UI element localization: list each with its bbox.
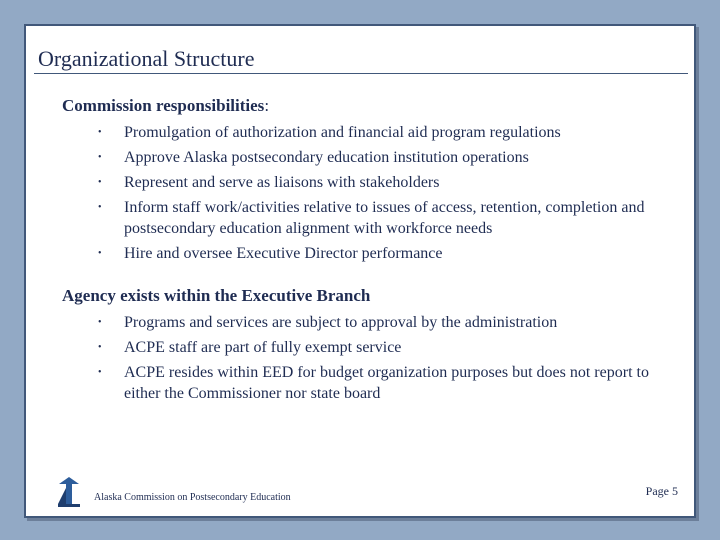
list-item <box>98 147 668 168</box>
list-item <box>98 362 668 404</box>
list-item <box>98 172 668 193</box>
footer-org-name: Alaska Commission on Postsecondary Education <box>94 492 291 503</box>
bullet-icon: • <box>98 317 102 328</box>
list-item-text: Inform staff work/activities relative to issues of access, retention, completion and postsecondary education alignment with workforce needs <box>124 199 645 237</box>
bullet-icon: • <box>98 202 102 213</box>
page-title: Organizational Structure <box>38 46 255 71</box>
bullet-icon: • <box>98 342 102 353</box>
bullet-icon: • <box>98 127 102 138</box>
list-item-text: Approve Alaska postsecondary education institution operations <box>124 149 529 166</box>
list-item-text: Represent and serve as liaisons with stakeholders <box>124 174 440 191</box>
section-heading-agency: Agency exists within the Executive Branch <box>62 286 371 305</box>
bullet-icon: • <box>98 177 102 188</box>
section-heading-text: Commission responsibilities <box>62 96 265 115</box>
page-number-value: 5 <box>672 484 678 498</box>
list-item <box>98 197 668 239</box>
page-label: Page <box>645 484 669 498</box>
list-item-text: Hire and oversee Executive Director performance <box>124 245 443 262</box>
agency-bullet-list <box>98 312 668 408</box>
section-heading-commission <box>62 96 269 116</box>
list-item-text: ACPE resides within EED for budget organization purposes but does not report to either the Commissioner nor state board <box>124 364 649 402</box>
list-item-text: Programs and services are subject to approval by the administration <box>124 314 558 331</box>
bullet-icon: • <box>98 248 102 259</box>
list-item <box>98 337 668 358</box>
title-divider <box>34 73 688 74</box>
slide <box>24 24 696 518</box>
list-item-text: ACPE staff are part of fully exempt service <box>124 339 402 356</box>
list-item <box>98 243 668 264</box>
list-item <box>98 122 668 143</box>
list-item <box>98 312 668 333</box>
acpe-logo-icon <box>56 474 82 508</box>
list-item-text: Promulgation of authorization and financial aid program regulations <box>124 124 561 141</box>
commission-bullet-list <box>98 122 668 268</box>
bullet-icon: • <box>98 152 102 163</box>
page-number <box>646 484 678 499</box>
section-heading-colon: : <box>264 96 270 115</box>
bullet-icon: • <box>98 367 102 378</box>
